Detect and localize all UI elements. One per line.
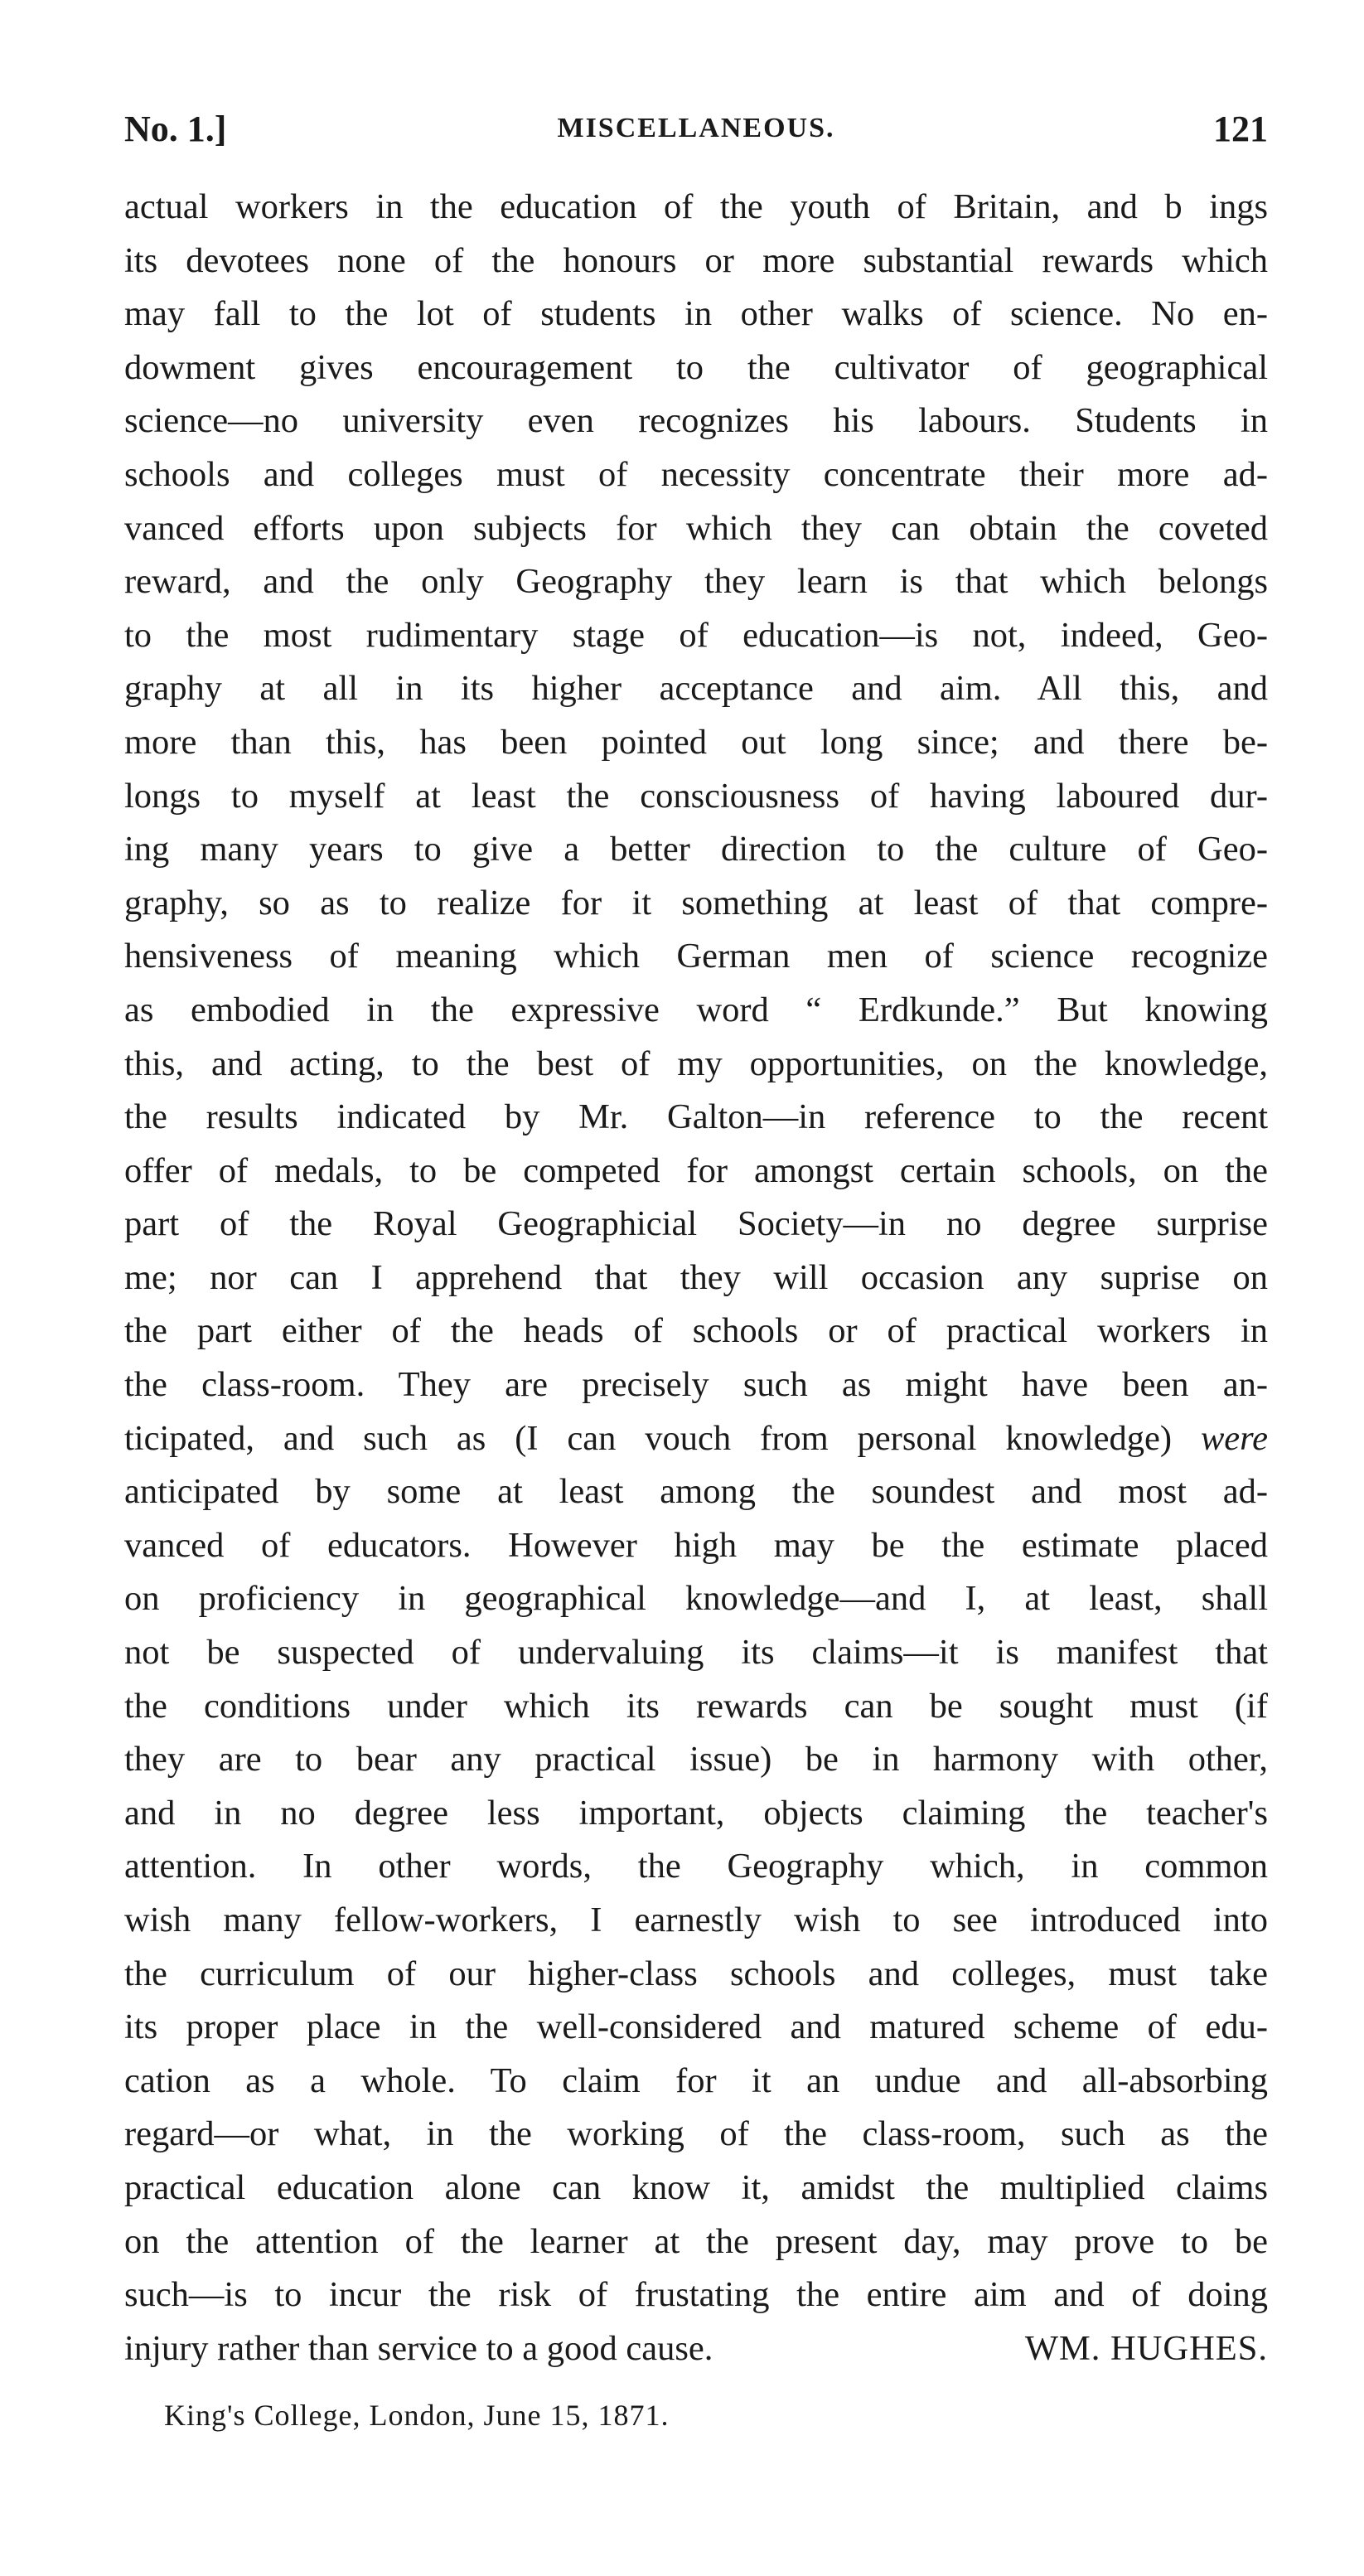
- text-line-content: actual workers in the education of the youth of Britain, and b ings: [124, 187, 1268, 226]
- text-line-content: injury rather than service to a good cause.: [124, 2328, 713, 2368]
- text-line-content: this, and acting, to the best of my opportunities, on the knowledge,: [124, 1043, 1268, 1083]
- text-line-content: offer of medals, to be competed for amongst certain schools, on the: [124, 1150, 1268, 1190]
- text-line-content: regard—or what, in the working of the class-room, such as the: [124, 2114, 1268, 2154]
- text-line: [124, 2108, 1268, 2162]
- dateline: King's College, London, June 15, 1871.: [164, 2399, 670, 2433]
- text-line: [124, 1680, 1268, 1734]
- text-line: [124, 1198, 1268, 1252]
- text-line: [124, 930, 1268, 984]
- text-line-content: hensiveness of meaning which German men of science recognize: [124, 937, 1268, 976]
- document-page: [124, 108, 1268, 2440]
- emphasis: were: [1200, 1418, 1268, 1458]
- text-line: [124, 1626, 1268, 1680]
- text-line: [124, 288, 1268, 341]
- text-line-content: practical education alone can know it, amidst the multiplied claims: [124, 2167, 1268, 2207]
- text-line: [124, 2162, 1268, 2215]
- text-line: [124, 1091, 1268, 1145]
- text-line-content: graphy at all in its higher acceptance and aim. All this, and: [124, 669, 1268, 709]
- text-line: [124, 1840, 1268, 1894]
- text-line-content: vanced of educators. However high may be the estimate placed: [124, 1525, 1268, 1565]
- text-line-content: not be suspected of undervaluing its claims—it is manifest that: [124, 1633, 1268, 1673]
- text-line: [124, 448, 1268, 502]
- text-line: [124, 2322, 1268, 2376]
- text-line-content: the part either of the heads of schools or of practical workers in: [124, 1311, 1268, 1351]
- text-line-content: its proper place in the well-considered and matured scheme of edu-: [124, 2007, 1268, 2047]
- section-title: MISCELLANEOUS.: [557, 113, 835, 143]
- text-line-content: schools and colleges must of necessity concentrate their more ad-: [124, 454, 1268, 494]
- text-line: [124, 1305, 1268, 1358]
- text-line: [124, 1519, 1268, 1573]
- text-line-content: cation as a whole. To claim for it an undue and all-absorbing: [124, 2060, 1268, 2100]
- text-line-content: on proficiency in geographical knowledge—and I, at least, shall: [124, 1579, 1268, 1619]
- issue-number: No. 1.]: [124, 109, 227, 149]
- text-line-content: as embodied in the expressive word “ Erdkunde.” But knowing: [124, 990, 1268, 1029]
- text-line: [124, 2269, 1268, 2322]
- text-line: [124, 1145, 1268, 1198]
- text-line-content: and in no degree less important, objects claiming the teacher's: [124, 1793, 1268, 1833]
- text-line: [124, 1787, 1268, 1841]
- text-line-content: ticipated, and such as (I can vouch from personal knowledge) were: [124, 1418, 1268, 1458]
- text-line: [124, 823, 1268, 877]
- text-line: [124, 181, 1268, 235]
- text-line-content: its devotees none of the honours or more substantial rewards which: [124, 240, 1268, 280]
- text-line-content: to the most rudimentary stage of education—is not, indeed, Geo-: [124, 615, 1268, 655]
- article-body: [124, 181, 1268, 2375]
- text-line-content: anticipated by some at least among the soundest and most ad-: [124, 1472, 1268, 1512]
- text-line: [124, 1733, 1268, 1787]
- text-line: [124, 2215, 1268, 2269]
- text-line: [124, 1948, 1268, 2002]
- text-line: [124, 716, 1268, 770]
- text-line-content: the conditions under which its rewards can be sought must (if: [124, 1686, 1268, 1726]
- text-line: [124, 1038, 1268, 1092]
- author-signature: WM. HUGHES.: [1024, 2328, 1268, 2368]
- text-line-content: the curriculum of our higher-class schools and colleges, must take: [124, 1954, 1268, 1993]
- text-line: [124, 1412, 1268, 1466]
- text-line-content: science—no university even recognizes his labours. Students in: [124, 401, 1268, 441]
- text-line-content: ing many years to give a better direction to the culture of Geo-: [124, 830, 1268, 869]
- text-line: [124, 555, 1268, 609]
- text-line-content: attention. In other words, the Geography which, in common: [124, 1847, 1268, 1886]
- text-line-content: they are to bear any practical issue) be in harmony with other,: [124, 1740, 1268, 1779]
- text-line: [124, 609, 1268, 663]
- text-line: [124, 1358, 1268, 1412]
- text-line: [124, 770, 1268, 824]
- text-line: [124, 1252, 1268, 1305]
- text-line-content: reward, and the only Geography they learn is that which belongs: [124, 562, 1268, 602]
- text-line-content: may fall to the lot of students in other walks of science. No en-: [124, 294, 1268, 334]
- text-line-content: on the attention of the learner at the present day, may prove to be: [124, 2221, 1268, 2261]
- text-line-content: more than this, has been pointed out long since; and there be-: [124, 722, 1268, 762]
- text-line: [124, 235, 1268, 288]
- text-line-content: part of the Royal Geographicial Society—in no degree surprise: [124, 1204, 1268, 1244]
- text-line-content: graphy, so as to realize for it something at least of that compre-: [124, 883, 1268, 922]
- text-line: [124, 502, 1268, 556]
- text-line: [124, 395, 1268, 448]
- text-line: [124, 2055, 1268, 2109]
- text-line: [124, 1894, 1268, 1948]
- text-line: [124, 2001, 1268, 2055]
- text-line: [124, 984, 1268, 1038]
- page-number: 121: [1213, 109, 1268, 149]
- text-line-content: me; nor can I apprehend that they will occasion any suprise on: [124, 1257, 1268, 1297]
- text-line-content: vanced efforts upon subjects for which they can obtain the coveted: [124, 508, 1268, 548]
- text-line-content: the class-room. They are precisely such as might have been an-: [124, 1365, 1268, 1405]
- running-head: [124, 108, 1268, 174]
- text-line-content: wish many fellow-workers, I earnestly wish to see introduced into: [124, 1901, 1268, 1939]
- text-line: [124, 341, 1268, 395]
- text-line: [124, 662, 1268, 716]
- text-line-content: longs to myself at least the consciousness of having laboured dur-: [124, 776, 1268, 816]
- text-line: [124, 877, 1268, 931]
- text-line-content: such—is to incur the risk of frustating the entire aim and of doing: [124, 2275, 1268, 2315]
- text-line: [124, 1572, 1268, 1626]
- text-line-content: the results indicated by Mr. Galton—in reference to the recent: [124, 1097, 1268, 1137]
- text-line-content: dowment gives encouragement to the cultivator of geographical: [124, 347, 1268, 387]
- text-line: [124, 1465, 1268, 1519]
